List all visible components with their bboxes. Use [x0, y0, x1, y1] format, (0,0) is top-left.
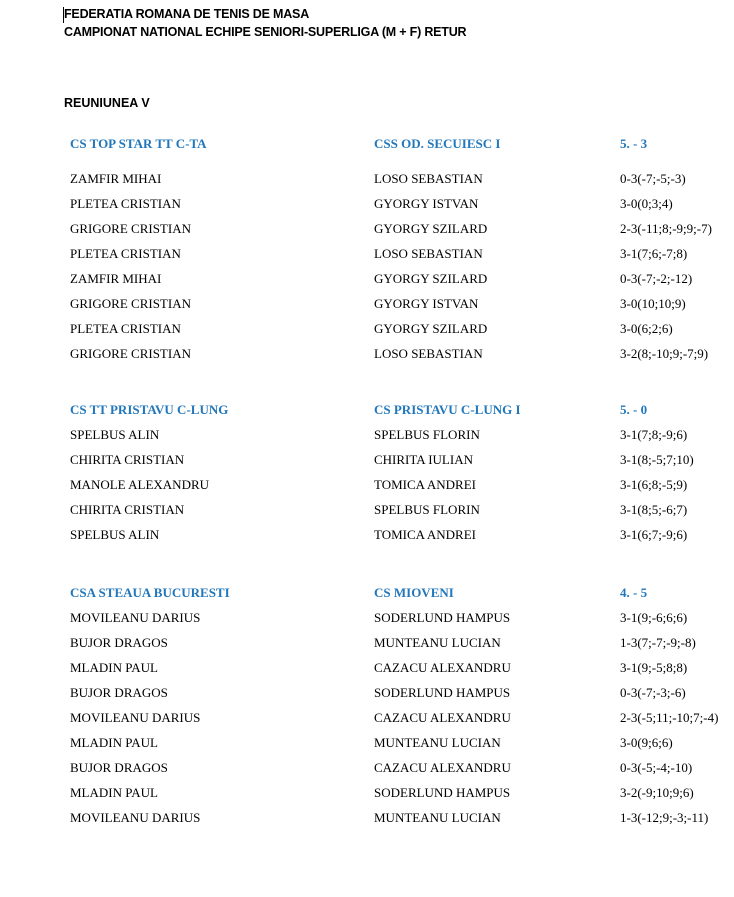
- game-row: [0, 171, 734, 191]
- game-result: 3-2(8;-10;9;-7;9): [620, 346, 709, 361]
- away-player: LOSO SEBASTIAN: [374, 346, 483, 361]
- game-result: 1-3(7;-7;-9;-8): [620, 635, 696, 650]
- home-team: CS TOP STAR TT C-TA: [70, 136, 207, 151]
- championship-title: CAMPIONAT NATIONAL ECHIPE SENIORI-SUPERLIGA (M + F) RETUR: [64, 25, 467, 39]
- away-team: CS MIOVENI: [374, 585, 454, 600]
- home-player: MLADIN PAUL: [70, 785, 158, 800]
- game-row: [0, 321, 734, 341]
- away-player: MUNTEANU LUCIAN: [374, 635, 501, 650]
- game-row: [0, 271, 734, 291]
- home-player: BUJOR DRAGOS: [70, 685, 168, 700]
- home-player: PLETEA CRISTIAN: [70, 196, 181, 211]
- home-player: MOVILEANU DARIUS: [70, 810, 201, 825]
- game-row: [0, 710, 734, 730]
- game-result: 3-1(7;6;-7;8): [620, 246, 688, 261]
- game-result: 0-3(-5;-4;-10): [620, 760, 693, 775]
- away-player: CHIRITA IULIAN: [374, 452, 473, 467]
- game-result: 3-1(9;-5;8;8): [620, 660, 688, 675]
- game-row: [0, 785, 734, 805]
- away-player: CAZACU ALEXANDRU: [374, 760, 511, 775]
- game-row: [0, 221, 734, 241]
- game-result: 3-1(8;-5;7;10): [620, 452, 694, 467]
- game-row: [0, 502, 734, 522]
- game-result: 3-0(9;6;6): [620, 735, 673, 750]
- game-row: [0, 196, 734, 216]
- game-row: [0, 427, 734, 447]
- game-result: 3-2(-9;10;9;6): [620, 785, 694, 800]
- game-result: 3-1(6;7;-9;6): [620, 527, 688, 542]
- away-player: TOMICA ANDREI: [374, 527, 476, 542]
- game-row: [0, 246, 734, 266]
- away-player: SODERLUND HAMPUS: [374, 685, 511, 700]
- home-player: PLETEA CRISTIAN: [70, 321, 181, 336]
- home-player: MOVILEANU DARIUS: [70, 610, 201, 625]
- game-result: 3-0(6;2;6): [620, 321, 673, 336]
- away-player: SPELBUS FLORIN: [374, 427, 480, 442]
- game-result: 2-3(-11;8;-9;9;-7): [620, 221, 712, 236]
- game-result: 3-1(8;5;-6;7): [620, 502, 688, 517]
- game-row: [0, 527, 734, 547]
- away-player: SODERLUND HAMPUS: [374, 785, 511, 800]
- game-row: [0, 296, 734, 316]
- meeting-heading: REUNIUNEA V: [64, 96, 150, 110]
- team-score: 4. - 5: [620, 585, 648, 600]
- away-player: LOSO SEBASTIAN: [374, 171, 483, 186]
- away-player: LOSO SEBASTIAN: [374, 246, 483, 261]
- game-result: 3-1(9;-6;6;6): [620, 610, 688, 625]
- game-result: 3-0(0;3;4): [620, 196, 673, 211]
- home-player: CHIRITA CRISTIAN: [70, 502, 185, 517]
- game-row: [0, 477, 734, 497]
- home-player: CHIRITA CRISTIAN: [70, 452, 185, 467]
- game-row: [0, 660, 734, 680]
- away-player: CAZACU ALEXANDRU: [374, 660, 511, 675]
- game-result: 0-3(-7;-5;-3): [620, 171, 686, 186]
- game-row: [0, 685, 734, 705]
- away-team: CSS OD. SECUIESC I: [374, 136, 501, 151]
- home-player: MOVILEANU DARIUS: [70, 710, 201, 725]
- home-team: CS TT PRISTAVU C-LUNG: [70, 402, 229, 417]
- game-result: 1-3(-12;9;-3;-11): [620, 810, 709, 825]
- match-header: [0, 136, 734, 156]
- game-result: 0-3(-7;-3;-6): [620, 685, 686, 700]
- home-player: SPELBUS ALIN: [70, 427, 160, 442]
- away-player: TOMICA ANDREI: [374, 477, 476, 492]
- away-player: GYORGY ISTVAN: [374, 296, 479, 311]
- home-player: GRIGORE CRISTIAN: [70, 296, 191, 311]
- home-player: MANOLE ALEXANDRU: [70, 477, 210, 492]
- home-player: ZAMFIR MIHAI: [70, 271, 162, 286]
- game-row: [0, 610, 734, 630]
- team-score: 5. - 3: [620, 136, 648, 151]
- home-player: MLADIN PAUL: [70, 735, 158, 750]
- home-player: SPELBUS ALIN: [70, 527, 160, 542]
- game-row: [0, 635, 734, 655]
- home-player: BUJOR DRAGOS: [70, 635, 168, 650]
- home-player: PLETEA CRISTIAN: [70, 246, 181, 261]
- home-player: BUJOR DRAGOS: [70, 760, 168, 775]
- game-row: [0, 346, 734, 366]
- game-result: 3-1(6;8;-5;9): [620, 477, 688, 492]
- home-player: GRIGORE CRISTIAN: [70, 221, 191, 236]
- away-player: GYORGY SZILARD: [374, 221, 488, 236]
- game-result: 3-1(7;8;-9;6): [620, 427, 688, 442]
- game-result: 2-3(-5;11;-10;7;-4): [620, 710, 719, 725]
- away-player: GYORGY SZILARD: [374, 321, 488, 336]
- home-player: GRIGORE CRISTIAN: [70, 346, 191, 361]
- match-header: [0, 402, 734, 422]
- home-player: MLADIN PAUL: [70, 660, 158, 675]
- game-row: [0, 760, 734, 780]
- away-player: GYORGY ISTVAN: [374, 196, 479, 211]
- home-team: CSA STEAUA BUCURESTI: [70, 585, 230, 600]
- away-player: MUNTEANU LUCIAN: [374, 735, 501, 750]
- away-player: GYORGY SZILARD: [374, 271, 488, 286]
- away-player: CAZACU ALEXANDRU: [374, 710, 511, 725]
- game-result: 3-0(10;10;9): [620, 296, 686, 311]
- away-player: SPELBUS FLORIN: [374, 502, 480, 517]
- federation-title: FEDERATIA ROMANA DE TENIS DE MASA: [64, 7, 310, 21]
- game-row: [0, 452, 734, 472]
- away-team: CS PRISTAVU C-LUNG I: [374, 402, 521, 417]
- match-header: [0, 585, 734, 605]
- game-row: [0, 810, 734, 830]
- game-row: [0, 735, 734, 755]
- team-score: 5. - 0: [620, 402, 648, 417]
- away-player: MUNTEANU LUCIAN: [374, 810, 501, 825]
- home-player: ZAMFIR MIHAI: [70, 171, 162, 186]
- game-result: 0-3(-7;-2;-12): [620, 271, 693, 286]
- away-player: SODERLUND HAMPUS: [374, 610, 511, 625]
